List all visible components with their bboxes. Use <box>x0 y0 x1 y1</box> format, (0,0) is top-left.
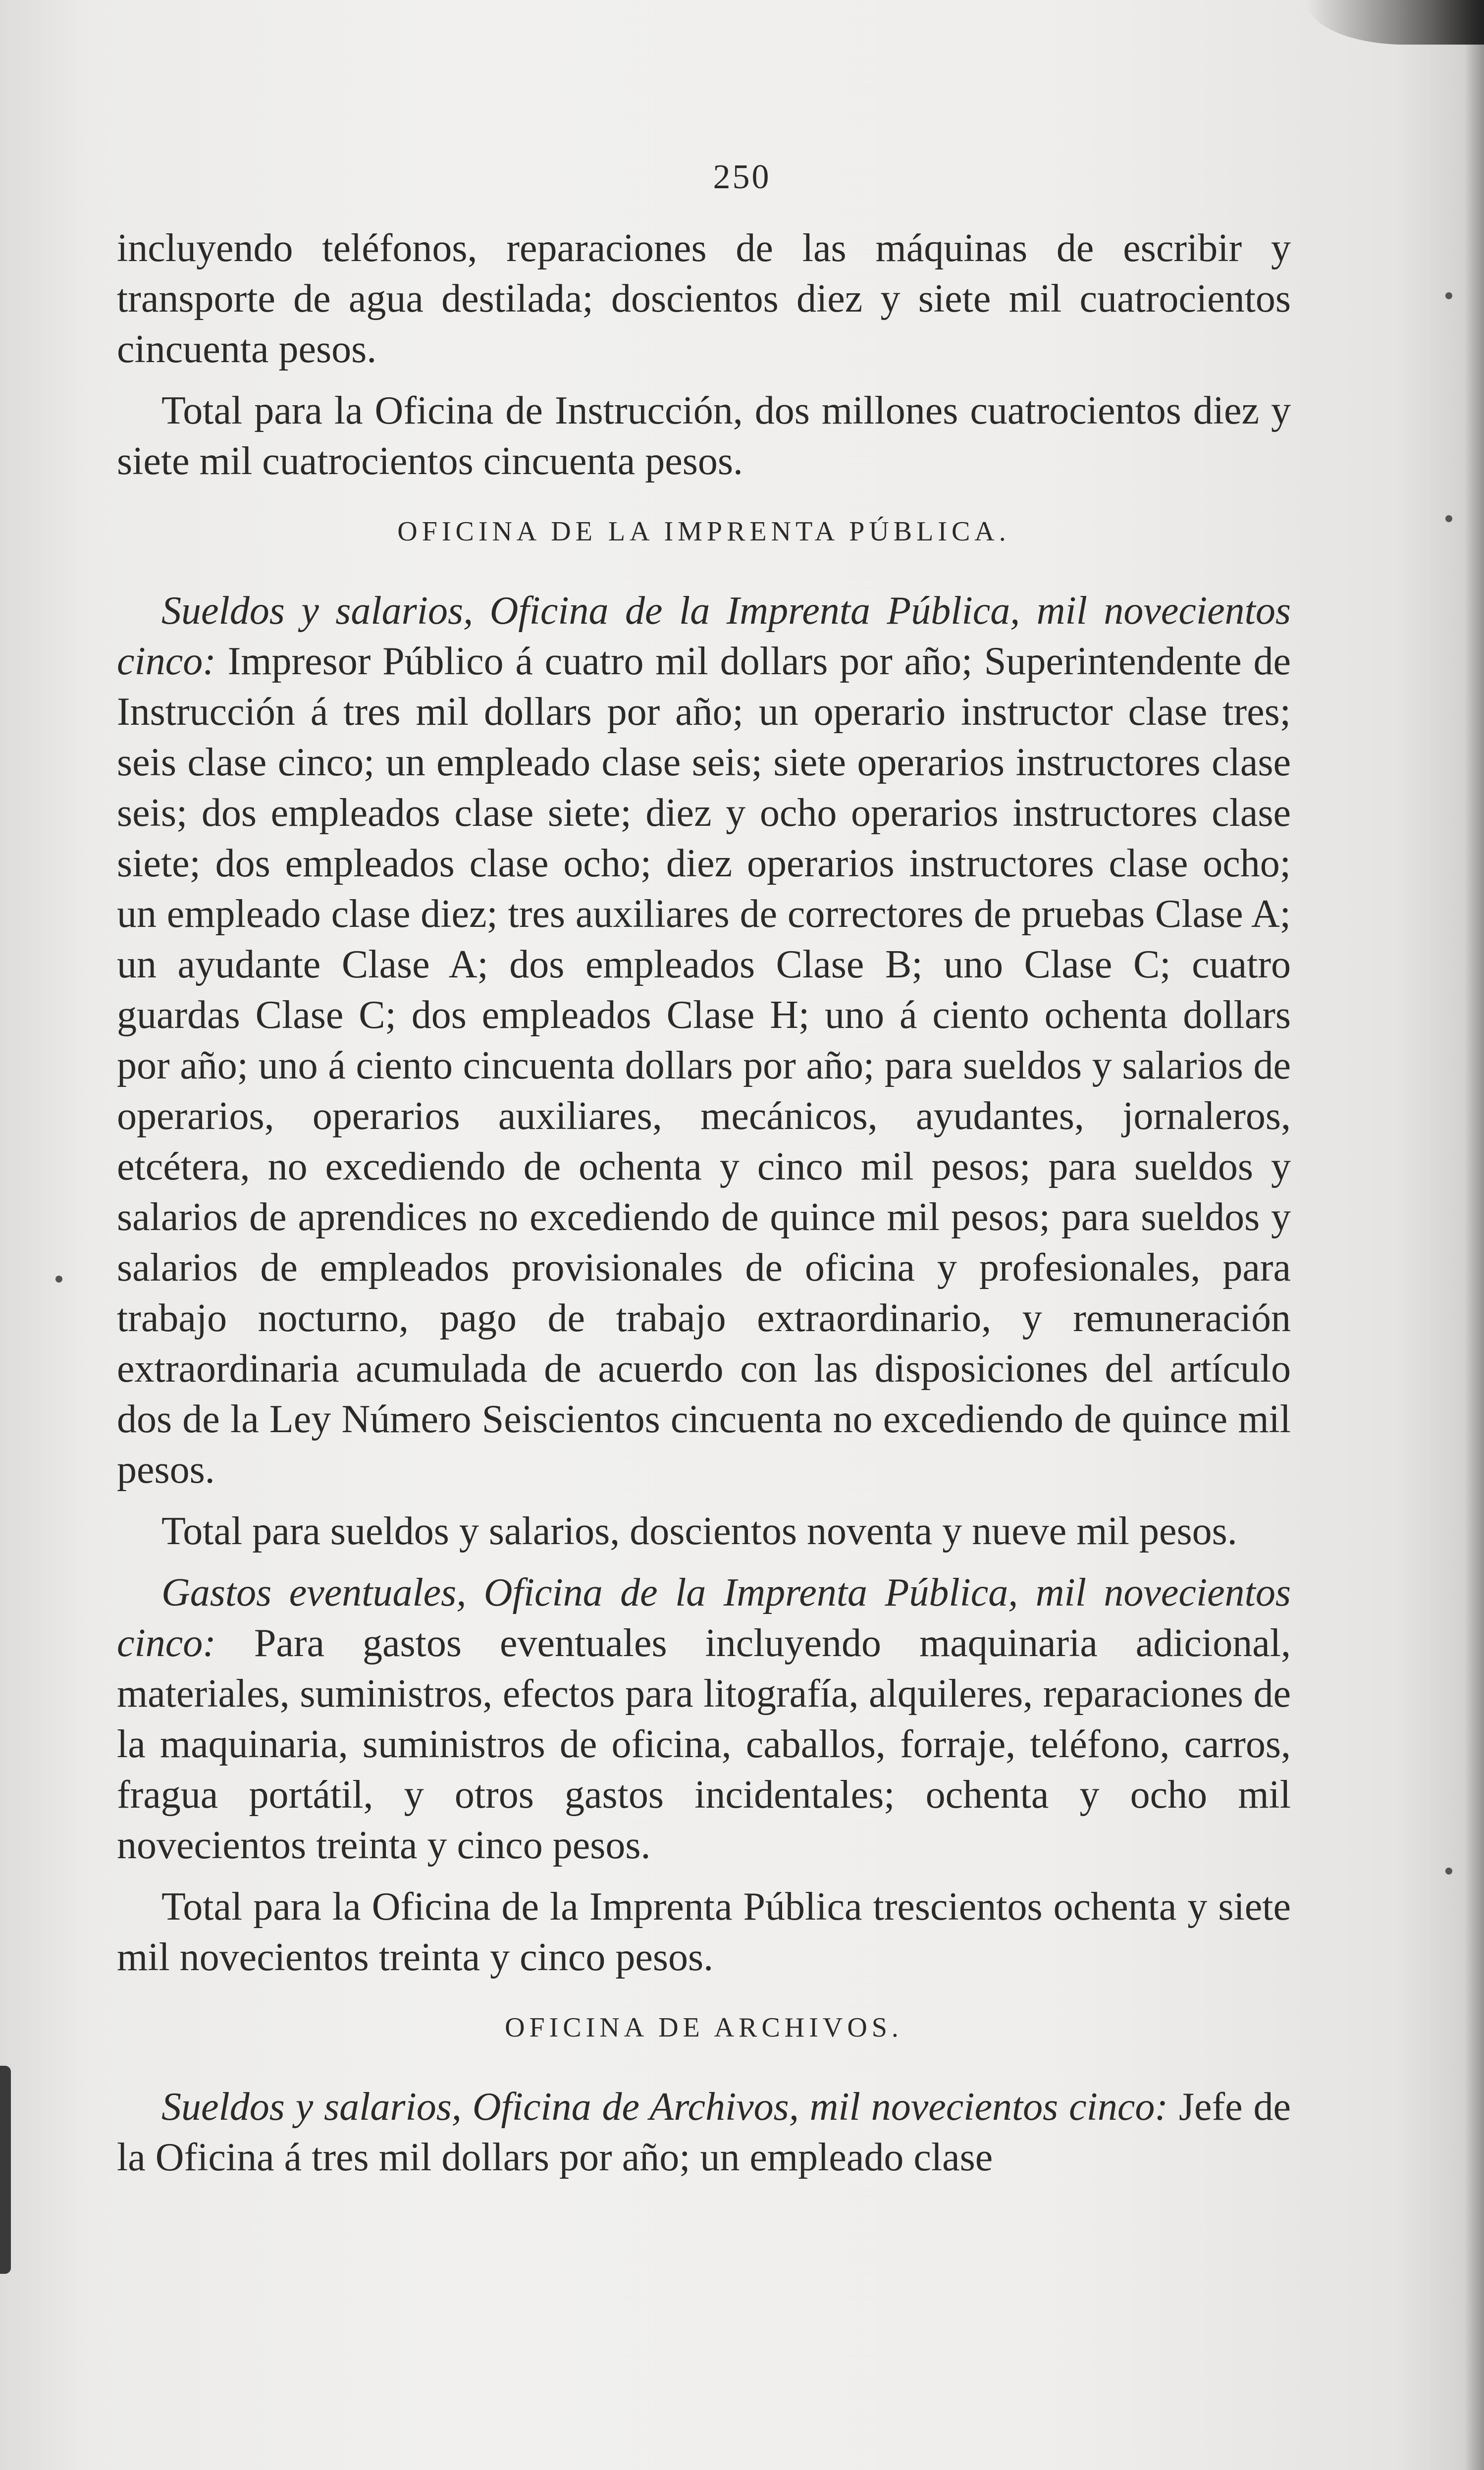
paragraph <box>117 2082 1291 2183</box>
paragraph-lead: Sueldos y salarios, Oficina de la Imprenta Pública, mil novecientos cinco: <box>117 589 1291 683</box>
scan-speck <box>1445 292 1452 299</box>
page-number: 250 <box>713 158 771 196</box>
scan-speck <box>55 1276 62 1283</box>
paragraph-body: Para gastos eventuales incluyendo maquinaria adicional, materiales, suministros, efectos para litografía, alquileres, reparaciones de la maquinaria, suministros de oficina, caballos, forraje, teléfono, carros, fragua portátil, y otros gastos incidentales; ochenta y ocho mil novecientos treinta y cinco pesos. <box>117 1621 1291 1867</box>
section-heading: OFICINA DE LA IMPRENTA PÚBLICA. <box>397 516 1010 547</box>
section-heading: OFICINA DE ARCHIVOS. <box>505 2012 903 2043</box>
paragraph-body: Impresor Público á cuatro mil dollars por año; Superintendente de Instrucción á tres mil dollars por año; un operario instructor clase tres; seis clase cinco; un empleado clase seis; siete operarios instructores clase seis; dos empleados clase siete; diez y ocho operarios instructores clase siete; dos empleados clase ocho; diez operarios instructores clase ocho; un empleado clase diez; tres auxiliares de correctores de pruebas Clase A; un ayudante Clase A; dos empleados Clase B; uno Clase C; cuatro guardas Clase C; dos empleados Clase H; uno á ciento ochenta dollars por año; uno á ciento cincuenta dollars por año; para sueldos y salarios de operarios, operarios auxiliares, mecánicos, ayudantes, jornaleros, etcétera, no excediendo de ochenta y cinco mil pesos; para sueldos y salarios de aprendices no excediendo de quince mil pesos; para sueldos y salarios de empleados provisionales de oficina y profesionales, para trabajo nocturno, pago de trabajo extraordinario, y remuneración extraordinaria acumulada de acuerdo con las disposiciones del artículo dos de la Ley Número Seiscientos cincuenta no excediendo de quince mil pesos. <box>117 640 1291 1492</box>
scan-speck <box>1445 515 1452 522</box>
paragraph: Total para la Oficina de la Imprenta Pública trescientos ochenta y siete mil novecientos treinta y cinco pesos. <box>117 1885 1291 1979</box>
paragraph-lead: Sueldos y salarios, Oficina de Archivos, mil novecientos cinco: <box>161 2085 1168 2129</box>
paragraph-lead: Gastos eventuales, Oficina de la Imprenta Pública, mil novecientos cinco: <box>117 1571 1291 1665</box>
scan-speck <box>1445 1868 1452 1875</box>
paragraph <box>117 586 1291 1495</box>
paragraph: Total para sueldos y salarios, doscientos noventa y nueve mil pesos. <box>161 1509 1237 1553</box>
paragraph: Total para la Oficina de Instrucción, dos millones cuatrocientos diez y siete mil cuatrocientos cincuenta pesos. <box>117 389 1291 483</box>
paragraph: incluyendo teléfonos, reparaciones de las máquinas de escribir y transporte de agua destilada; doscientos diez y siete mil cuatrocientos cincuenta pesos. <box>117 226 1291 371</box>
paragraph <box>117 1567 1291 1871</box>
binding-mark <box>0 2066 11 2274</box>
paragraph-body: Jefe de la Oficina á tres mil dollars por año; un empleado clase <box>117 2085 1291 2179</box>
page-edge-shadow-right <box>1464 0 1484 2470</box>
page-edge-shadow <box>1306 0 1484 45</box>
body-text <box>117 223 1291 2194</box>
